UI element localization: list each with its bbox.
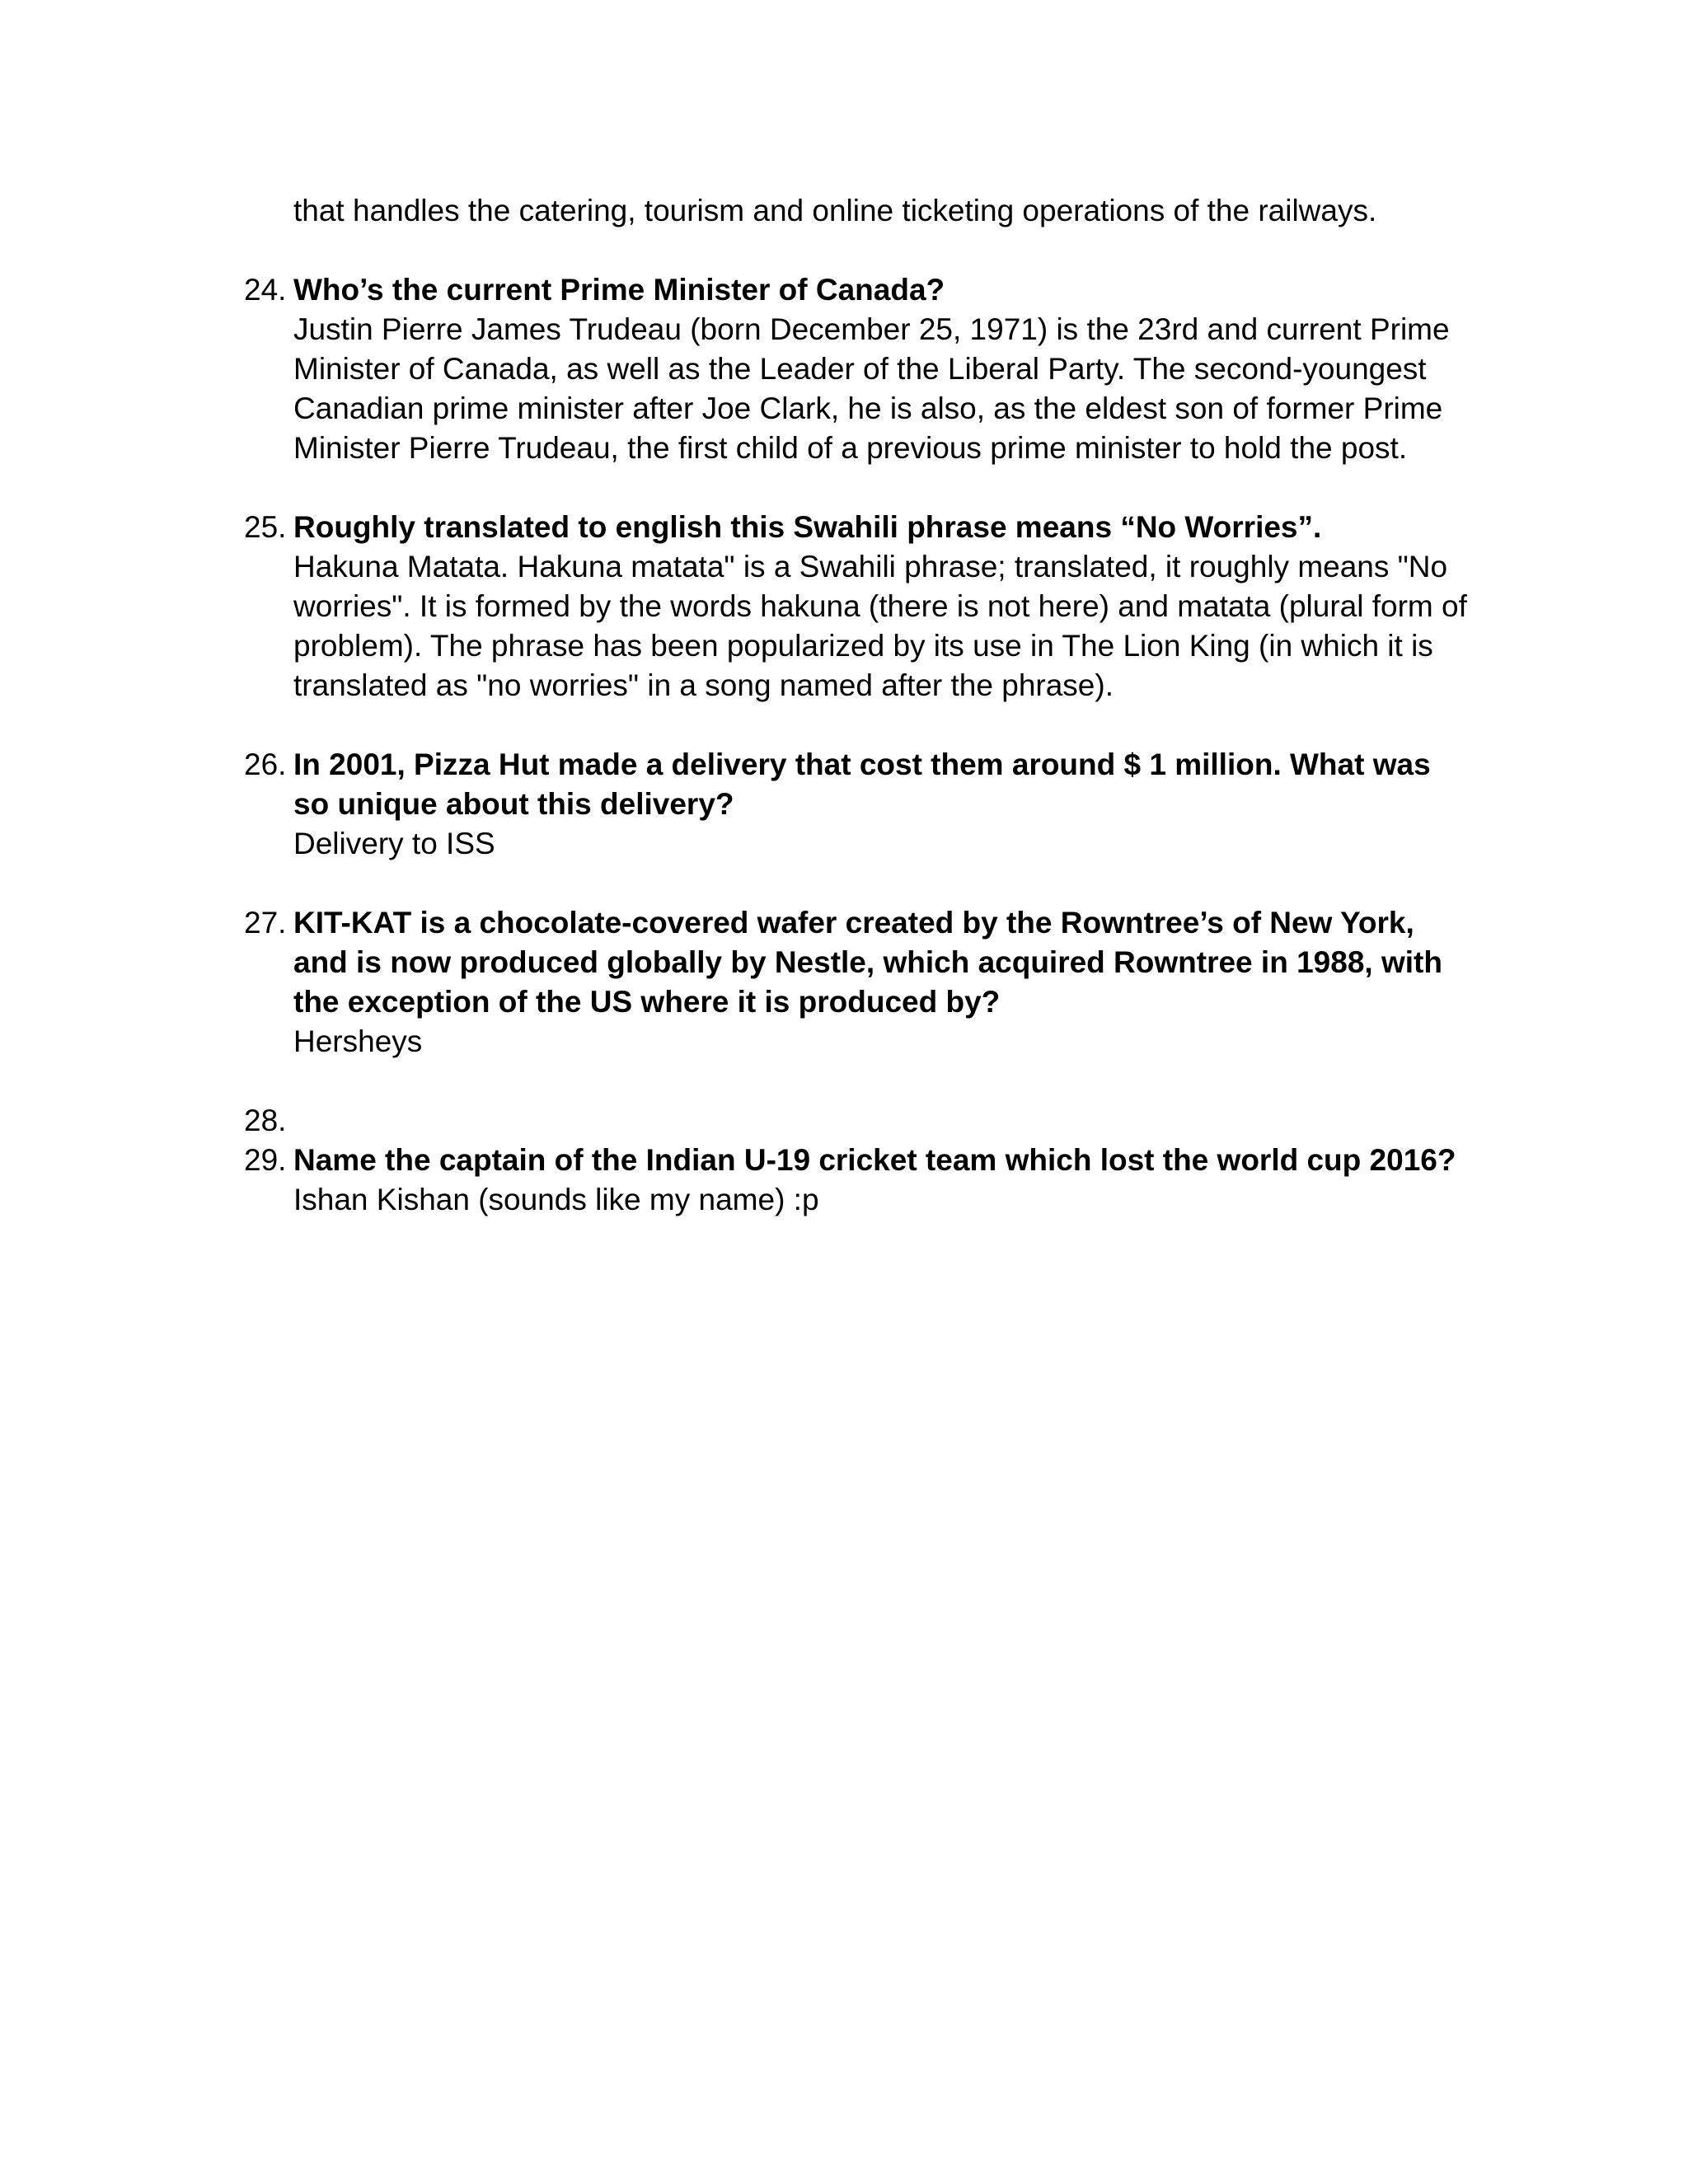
list-item-29	[0, 1141, 1688, 1220]
question-text: KIT-KAT is a chocolate-covered wafer created by the Rowntree’s of New York, and is now produced globally by Nestle, which acquired Rowntree in 1988, with the exception of the US where it is produced by?	[293, 906, 1442, 1019]
answer-text: Hakuna Matata. Hakuna matata" is a Swahili phrase; translated, it roughly means "No worries". It is formed by the words hakuna (there is not here) and matata (plural form of problem). The phrase has been popularized by its use in The Lion King (in which it is translated as "no worries" in a song named after the phrase).	[293, 550, 1467, 702]
item-number: 24.	[244, 273, 287, 307]
intro-paragraph	[0, 191, 1688, 231]
list-item-25	[0, 508, 1688, 705]
item-number: 26.	[244, 748, 287, 781]
answer-text: Ishan Kishan (sounds like my name) :p	[293, 1183, 819, 1216]
item-number: 29.	[244, 1143, 287, 1177]
intro-text: that handles the catering, tourism and online ticketing operations of the railways.	[293, 194, 1377, 227]
question-text: In 2001, Pizza Hut made a delivery that cost them around $ 1 million. What was so unique about this delivery?	[293, 748, 1431, 821]
question-text: Who’s the current Prime Minister of Canada?	[293, 273, 945, 307]
question-text: Roughly translated to english this Swahili phrase means “No Worries”.	[293, 510, 1322, 544]
item-number: 25.	[244, 510, 287, 544]
item-number: 28.	[244, 1104, 287, 1137]
answer-text: Justin Pierre James Trudeau (born December 25, 1971) is the 23rd and current Prime Minister of Canada, as well as the Leader of the Liberal Party. The second-youngest Canadian prime minister after Joe Clark, he is also, as the eldest son of former Prime Minister Pierre Trudeau, the first child of a previous prime minister to hold the post.	[293, 312, 1450, 465]
list-item-28	[0, 1101, 1688, 1141]
question-text: Name the captain of the Indian U-19 cricket team which lost the world cup 2016?	[293, 1143, 1456, 1177]
list-item-26	[0, 745, 1688, 864]
answer-text: Hersheys	[293, 1024, 423, 1058]
document-body	[0, 191, 1688, 1220]
list-item-24	[0, 270, 1688, 468]
item-number: 27.	[244, 906, 287, 940]
answer-text: Delivery to ISS	[293, 827, 495, 860]
list-item-27	[0, 903, 1688, 1062]
